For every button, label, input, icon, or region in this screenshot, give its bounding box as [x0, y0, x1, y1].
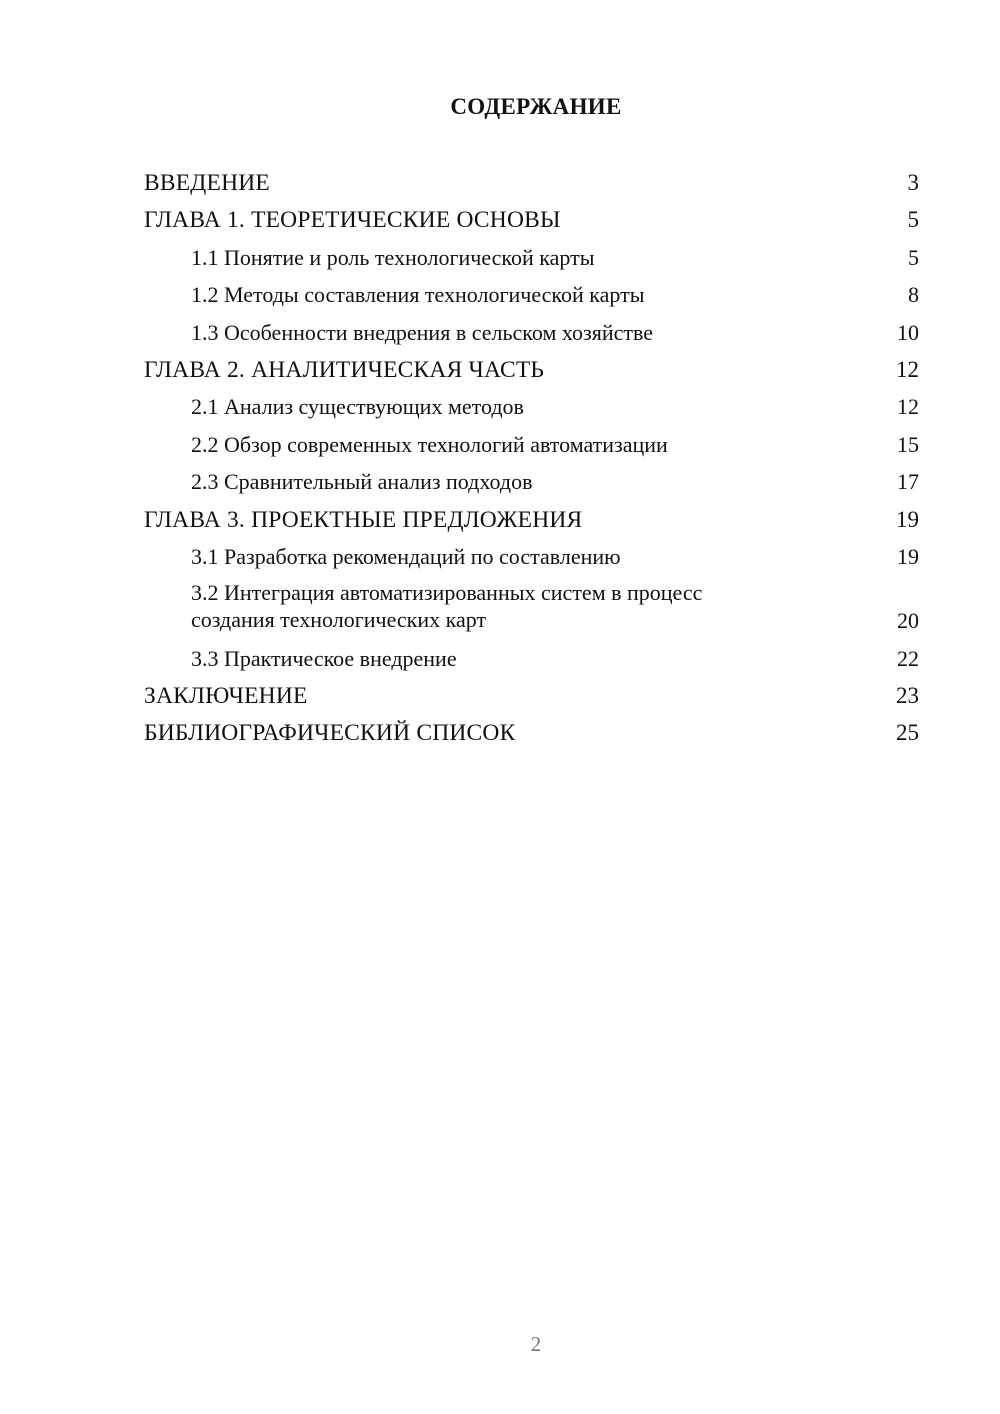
toc-entry-label: ЗАКЛЮЧЕНИЕ — [144, 683, 308, 710]
toc-entry — [144, 505, 919, 535]
toc-entry — [144, 681, 919, 711]
page-number: 2 — [530, 1332, 542, 1356]
toc-entry-page: 25 — [896, 720, 919, 746]
toc-entry — [144, 205, 919, 235]
toc-entry-label: 1.2 Методы составления технологической карты — [191, 282, 645, 308]
toc-entry — [144, 644, 919, 674]
toc-entry-label: 2.3 Сравнительный анализ подходов — [191, 469, 533, 495]
toc-entry — [144, 168, 919, 198]
table-of-contents — [144, 168, 919, 756]
toc-entry-page: 19 — [897, 543, 919, 569]
toc-entry — [144, 243, 919, 273]
toc-entry-page: 23 — [896, 683, 919, 709]
toc-entry-label: 1.3 Особенности внедрения в сельском хозяйстве — [191, 319, 654, 345]
toc-entry-label: ГЛАВА 2. АНАЛИТИЧЕСКАЯ ЧАСТЬ — [144, 356, 545, 383]
toc-entry-page: 5 — [907, 207, 919, 233]
toc-entry-page: 3 — [907, 170, 919, 195]
toc-entry-label: ГЛАВА 1. ТЕОРЕТИЧЕСКИЕ ОСНОВЫ — [144, 207, 561, 234]
toc-entry-label: 3.3 Практическое внедрение — [191, 645, 457, 671]
toc-entry-label: БИБЛИОГРАФИЧЕСКИЙ СПИСОК — [144, 720, 516, 747]
toc-entry — [144, 392, 919, 422]
toc-entry-label: 3.2 Интеграция автоматизированных систем в процесс создания технологических карт — [191, 580, 703, 633]
toc-entry-label: 3.1 Разработка рекомендаций по составлению — [191, 543, 621, 569]
toc-entry-page: 12 — [896, 356, 919, 382]
toc-entry-page: 20 — [897, 608, 919, 634]
toc-entry-page: 12 — [897, 394, 919, 420]
page-title: СОДЕРЖАНИЕ — [450, 94, 622, 119]
toc-entry — [144, 355, 919, 385]
toc-entry — [144, 467, 919, 497]
toc-entry-page: 22 — [897, 645, 919, 671]
toc-entry — [144, 318, 919, 348]
toc-entry-page: 17 — [897, 469, 919, 495]
toc-entry-label: ВВЕДЕНИЕ — [144, 170, 270, 196]
toc-entry — [144, 430, 919, 460]
toc-entry-page: 10 — [897, 319, 919, 345]
toc-entry-label: 1.1 Понятие и роль технологической карты — [191, 244, 595, 270]
toc-entry — [144, 579, 919, 636]
toc-entry-page: 5 — [908, 244, 919, 270]
toc-entry-page: 8 — [908, 282, 919, 308]
toc-entry-label: ГЛАВА 3. ПРОЕКТНЫЕ ПРЕДЛОЖЕНИЯ — [144, 506, 583, 533]
toc-entry-label: 2.2 Обзор современных технологий автоматизации — [191, 431, 668, 457]
toc-entry-page: 19 — [896, 506, 919, 532]
toc-entry-page: 15 — [897, 431, 919, 457]
toc-entry — [144, 280, 919, 310]
toc-entry-label: 2.1 Анализ существующих методов — [191, 394, 524, 420]
toc-entry — [144, 718, 919, 748]
toc-entry — [144, 542, 919, 572]
